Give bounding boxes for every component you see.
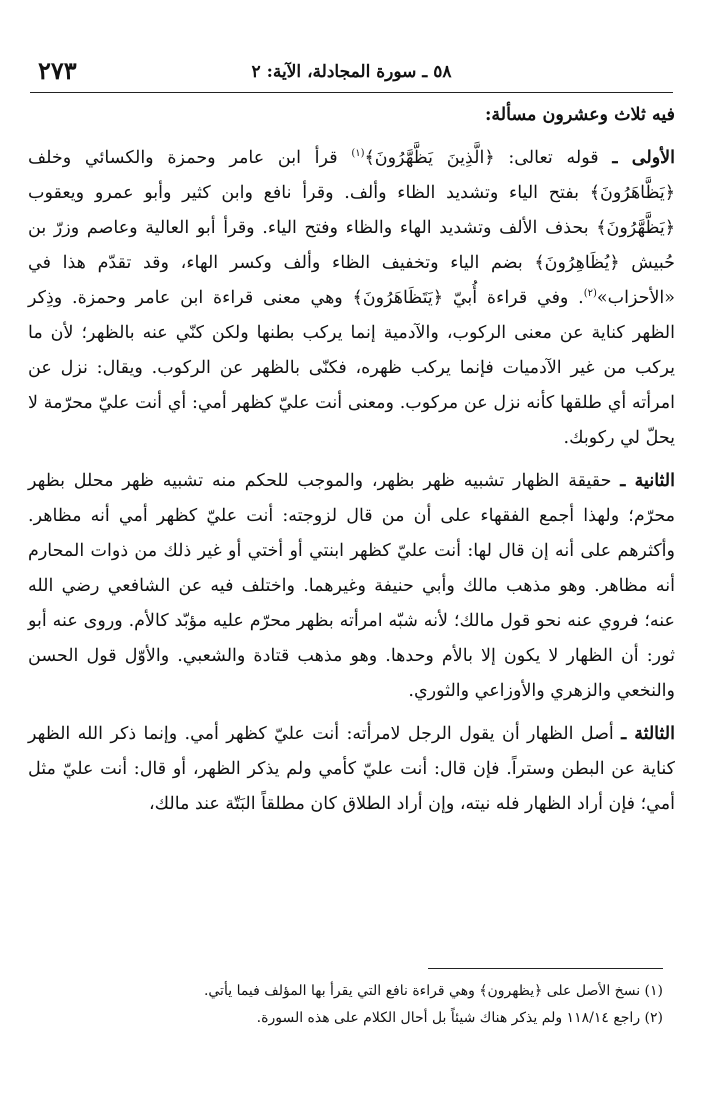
paragraph-text: أصل الظهار أن يقول الرجل لامرأته: أنت عليّ كظهر أمي. وإنما ذكر الله الظهر كناية عن البطن وستراً. فإن قال: أنت عليّ كأمي ولم يذكر الظهر، أو قال: أنت عليّ مثل أمي؛ فإن أراد الظهار فله نيته، وإن أراد الطلاق كان مطلقاً البَتّة عند مالك، [28, 724, 675, 814]
paragraph-term: الأولى ـ [612, 148, 676, 168]
paragraph-text: حقيقة الظهار تشبيه ظهر بظهر، والموجب للحكم منه تشبيه ظهر محلل بظهر محرّم؛ ولهذا أجمع الفقهاء على أن من قال لزوجته: أنت عليّ كظهر أمي أنه مظاهر. وأكثرهم على أنه إن قال لها: أنت عليّ كظهر ابنتي أو أختي أو غير ذلك من ذوات المحارم أنه مظاهر. وهو مذهب مالك وأبي حنيفة وغيرهما. واختلف فيه عن الشافعي رضي الله عنه؛ فروي عنه نحو قول مالك؛ لأنه شبّه امرأته بظهر محرّم عليه مؤبّد كالأم. وروى عنه أبو ثور: أن الظهار لا يكون إلا بالأم وحدها. وهو مذهب قتادة والشعبي. والأوّل قول الحسن والنخعي والزهري والأوزاعي والثوري. [28, 471, 676, 701]
footnotes [30, 978, 663, 1032]
footnote-ref: (٢) [583, 288, 597, 300]
running-title: ٥٨ ـ سورة المجادلة، الآية: ٢ [251, 62, 452, 82]
footnote-ref: (١) [351, 148, 365, 160]
paragraph-second [28, 464, 675, 709]
page-header [30, 52, 673, 93]
paragraph-first [28, 141, 675, 456]
paragraph-term: الثالثة ـ [621, 724, 675, 744]
paragraph-text: قرأ ابن عامر وحمزة والكسائي وخلف ﴿يَظَّاهَرُونَ﴾ بفتح الياء وتشديد الظاء وألف. وقرأ نافع وابن كثير وأبو عمرو ويعقوب ﴿يَظَّهَّرُونَ﴾ بحذف الألف وتشديد الهاء والظاء وفتح الياء. وقرأ أبو العالية وعاصم وزرّ بن حُبيش ﴿يُظَاهِرُونَ﴾ بضم الياء وتخفيف الظاء وألف وكسر الهاء، وقد تقدّم هذا في «الأحزاب» [28, 148, 675, 308]
intro-text: فيه ثلاث وعشرون مسألة: [484, 105, 675, 125]
page-number: ٢٧٣ [38, 56, 77, 85]
paragraph-third [28, 717, 675, 822]
paragraph-text: . وفي قراءة أُبيّ ﴿يَتَظَاهَرُونَ﴾ وهي معنى قراءة ابن عامر وحمزة. وذِكر الظهر كناية عن معنى الركوب، والآدمية إنما يركب بطنها ولكن كنّي عنه بالظهر؛ لأن ما يركب من غير الآدميات فإنما يركب ظهره، فكنّى بالظهر عن الركوب. ويقال: نزل عن امرأته أي طلقها كأنه نزل عن مركوب. ومعنى أنت عليّ كظهر أمي: أي أنت عليّ محرّمة لا يحلّ لي ركوبك. [28, 288, 675, 448]
paragraph-text: قوله تعالى: ﴿الَّذِينَ يَظَّهَّرُونَ﴾ [364, 148, 613, 168]
footnote-divider [428, 968, 663, 969]
paragraph-term: الثانية ـ [620, 471, 676, 491]
main-text [28, 98, 675, 822]
footnote: (٢) راجع ١١٨/١٤ ولم يذكر هناك شيئاً بل أحال الكلام على هذه السورة. [256, 1010, 663, 1026]
intro-line [28, 98, 675, 133]
footnote: (١) نسخ الأصل على ﴿يظهرون﴾ وهي قراءة نافع التي يقرأ بها المؤلف فيما يأتي. [203, 983, 663, 999]
